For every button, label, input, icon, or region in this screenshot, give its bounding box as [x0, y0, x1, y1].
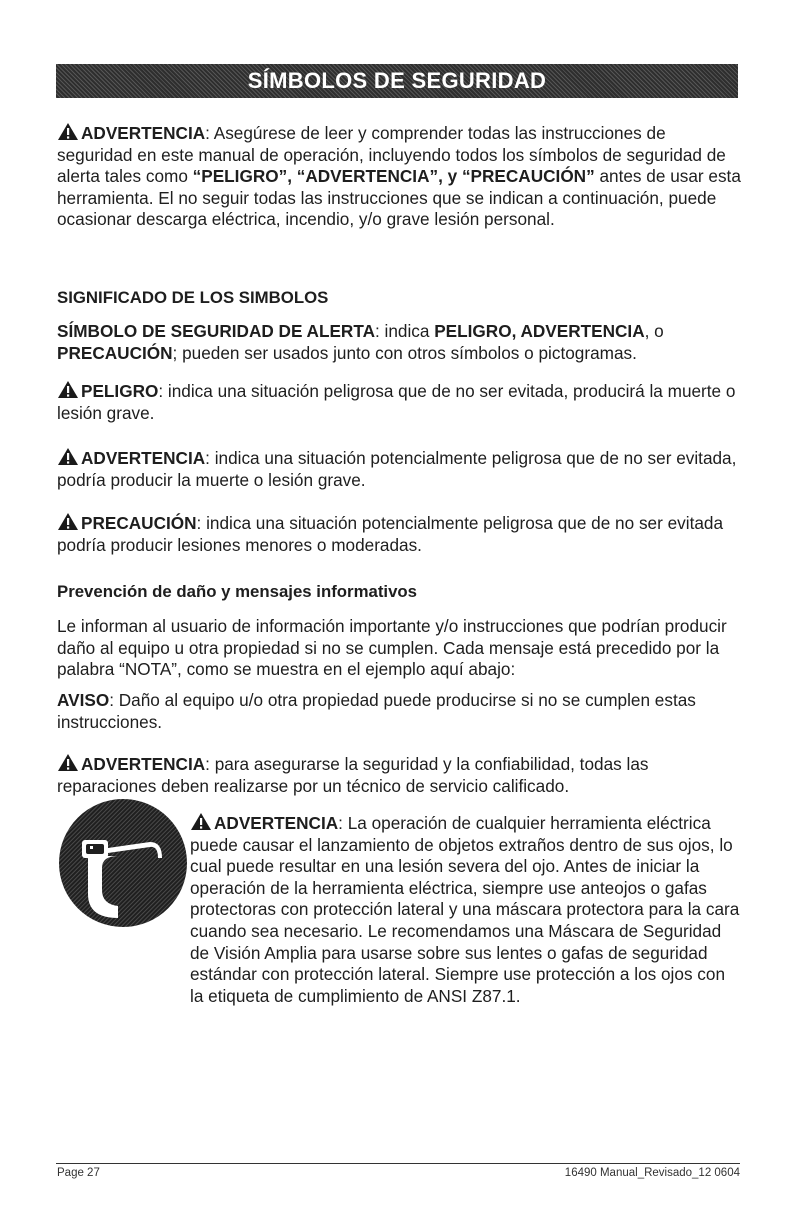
warning-triangle-icon	[57, 512, 79, 531]
warning-triangle-icon	[57, 447, 79, 466]
alert-text-3: ; pueden ser usados junto con otros símbolos o pictogramas.	[172, 342, 637, 363]
alert-term-2: PRECAUCIÓN	[57, 342, 173, 363]
warning-paragraph	[57, 447, 743, 491]
notice-text: : Daño al equipo u/o otra propiedad puede producirse si no se cumplen estas instrucciones.	[57, 690, 696, 732]
danger-text: : indica una situación peligrosa que de no ser evitada, producirá la muerte o lesión grave.	[57, 381, 736, 423]
prevention-heading: Prevención de daño y mensajes informativos	[57, 582, 417, 601]
intro-label: ADVERTENCIA	[81, 123, 206, 143]
alert-label: SÍMBOLO DE SEGURIDAD DE ALERTA	[57, 321, 375, 341]
repair-label: ADVERTENCIA	[81, 754, 206, 774]
page-number: Page 27	[57, 1167, 100, 1179]
intro-bold-terms: “PELIGRO”, “ADVERTENCIA”, y “PRECAUCIÓN”	[192, 166, 595, 187]
caution-label: PRECAUCIÓN	[81, 513, 197, 533]
document-id: 16490 Manual_Revisado_12 0604	[564, 1167, 740, 1179]
danger-paragraph	[57, 380, 743, 424]
intro-text-end: antes de usar esta herramienta. El no seguir todas las instrucciones que se indican a continuación, puede ocasionar descarga eléctrica, incendio, y/o grave lesión personal.	[57, 166, 741, 230]
alert-symbol-paragraph	[57, 321, 743, 364]
section-title: SÍMBOLOS DE SEGURIDAD	[247, 68, 547, 93]
meaning-heading: SIGNIFICADO DE LOS SIMBOLOS	[57, 288, 329, 307]
warning-triangle-icon	[57, 380, 79, 399]
eye-protection-icon	[58, 798, 188, 928]
warning-label: ADVERTENCIA	[81, 448, 206, 468]
caution-paragraph	[57, 512, 743, 556]
section-banner	[56, 64, 738, 98]
warning-triangle-icon	[57, 753, 79, 772]
eye-protection-paragraph	[190, 812, 742, 1007]
footer-divider	[56, 1163, 740, 1164]
warning-triangle-icon	[57, 122, 79, 141]
notice-label: AVISO	[57, 690, 110, 710]
notice-paragraph	[57, 690, 743, 733]
prevention-paragraph: Le informan al usuario de información importante y/o instrucciones que podrían producir daño al equipo u otra propiedad si no se cumplen. Cada mensaje está precedido por la palabra “NOTA”, como se muestra en el ejemplo aquí abajo:	[57, 616, 727, 680]
alert-text-2: , o	[644, 321, 664, 341]
alert-text: : indica	[374, 321, 435, 341]
warning-text: : indica una situación potencialmente peligrosa que de no ser evitada, podría producir la muerte o lesión grave.	[57, 448, 737, 490]
eye-label: ADVERTENCIA	[214, 813, 339, 833]
caution-text: : indica una situación potencialmente peligrosa que de no ser evitada podría producir lesiones menores o moderadas.	[57, 513, 724, 555]
repair-paragraph	[57, 753, 743, 797]
eye-text: : La operación de cualquier herramienta eléctrica puede causar el lanzamiento de objetos extraños dentro de sus ojos, lo cual puede resultar en una lesión severa del ojo. Antes de iniciar la operación de la herramienta eléctrica, siempre use anteojos o gafas protectoras con protección lateral y una máscara protectora para la cara cuando sea necesario. Le recomendamos una Máscara de Seguridad de Visión Amplia para usarse sobre sus lentes o gafas de seguridad estándar con protección lateral. Siempre use protección a los ojos con la etiqueta de cumplimiento de ANSI Z87.1.	[190, 813, 740, 1006]
alert-terms: PELIGRO, ADVERTENCIA	[434, 321, 645, 341]
intro-text: : Asegúrese de leer y comprender todas las instrucciones de seguridad en este manual de operación, incluyendo todos los símbolos de seguridad de alerta tales como	[57, 123, 726, 187]
danger-label: PELIGRO	[81, 381, 159, 401]
repair-text: : para asegurarse la seguridad y la confiabilidad, todas las reparaciones deben realizarse por un técnico de servicio calificado.	[57, 754, 649, 796]
intro-paragraph	[57, 122, 743, 231]
warning-triangle-icon	[190, 812, 212, 831]
